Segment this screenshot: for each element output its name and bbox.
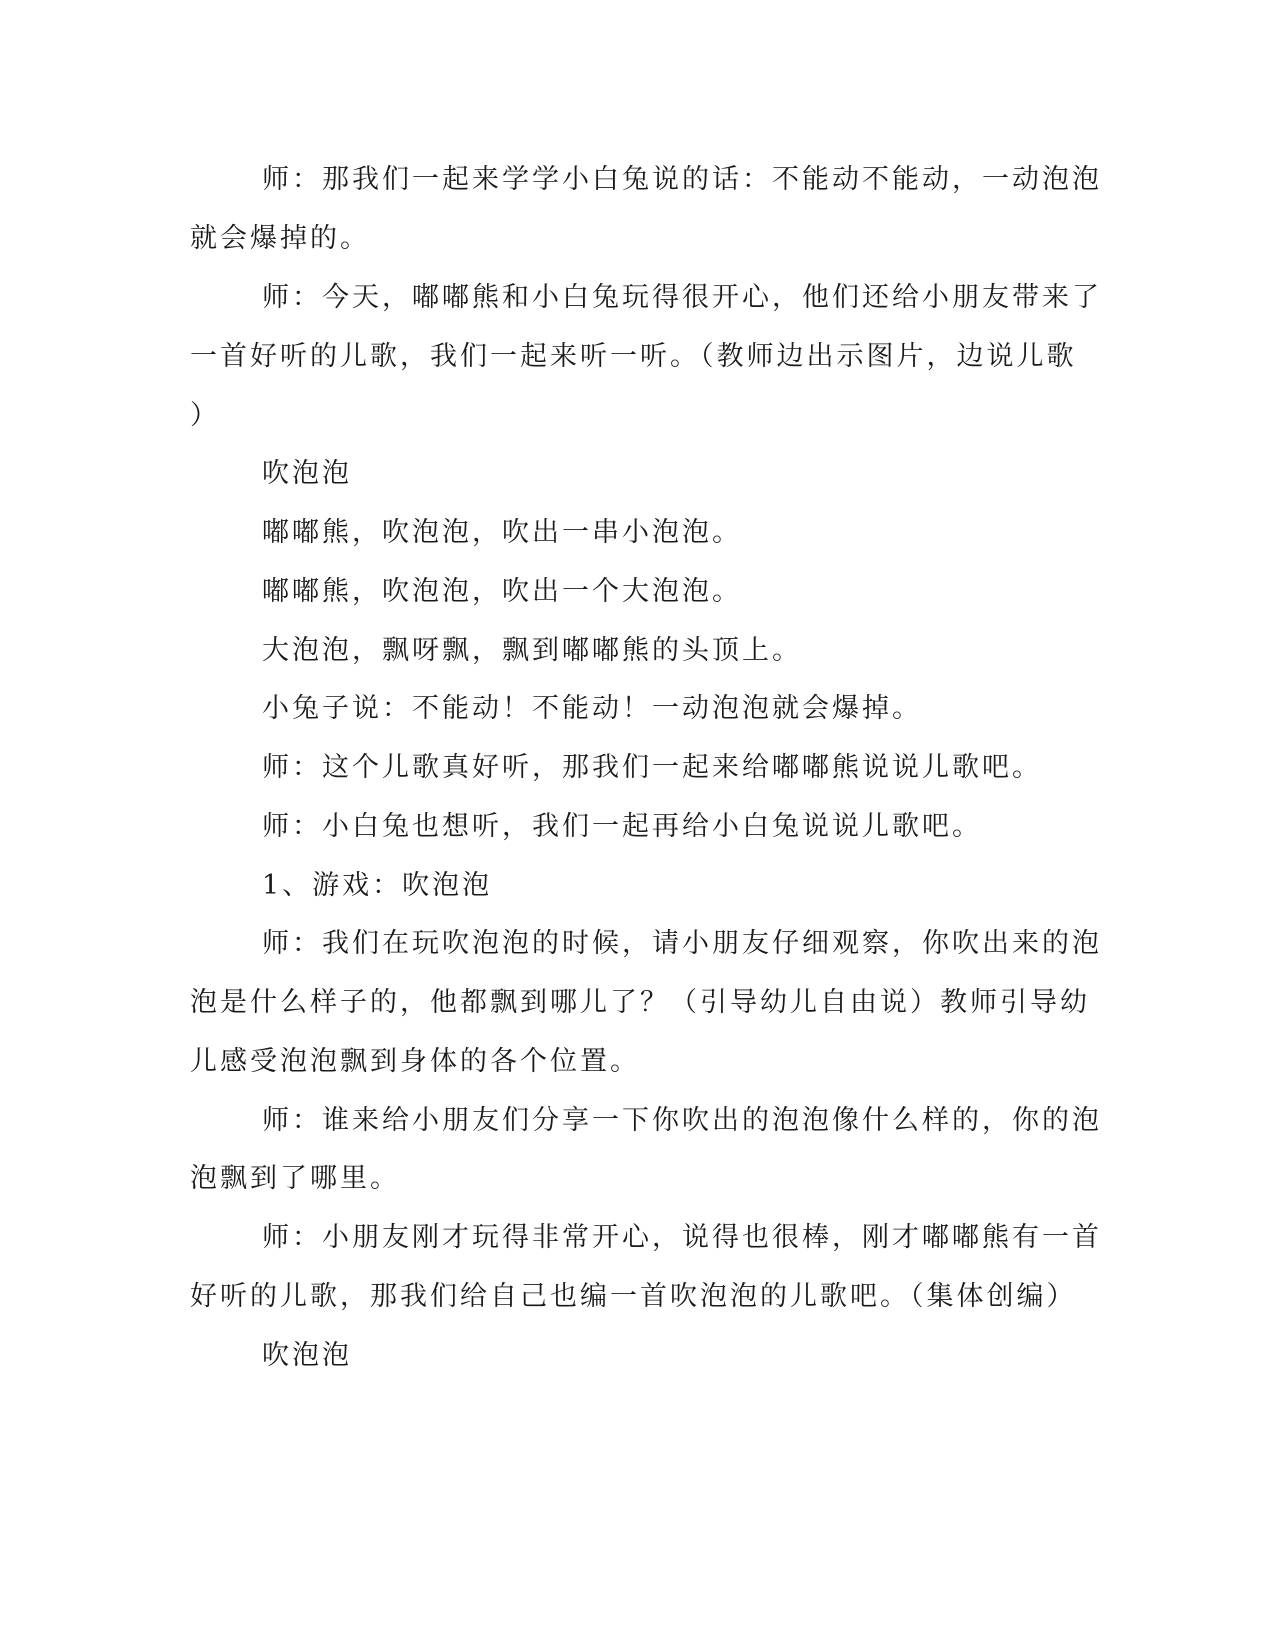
poem-line-3: 大泡泡，飘呀飘，飘到嘟嘟熊的头顶上。 — [262, 635, 802, 666]
section-heading: 1、游戏：吹泡泡 — [262, 870, 493, 901]
text-line-5: ） — [190, 400, 220, 431]
text-line-2: 就会爆掉的。 — [190, 223, 370, 254]
poem-line-4: 小兔子说：不能动！不能动！一动泡泡就会爆掉。 — [262, 693, 922, 724]
text-line-11: 师：这个儿歌真好听，那我们一起来给嘟嘟熊说说儿歌吧。 — [262, 752, 1042, 783]
poem-title: 吹泡泡 — [262, 458, 352, 489]
text-line-17: 师：谁来给小朋友们分享一下你吹出的泡泡像什么样的，你的泡 — [262, 1105, 1102, 1136]
text-line-4: 一首好听的儿歌，我们一起来听一听。（教师边出示图片，边说儿歌 — [190, 341, 1077, 372]
text-line-20: 好听的儿歌，那我们给自己也编一首吹泡泡的儿歌吧。（集体创编） — [190, 1281, 1077, 1312]
text-line-19: 师：小朋友刚才玩得非常开心，说得也很棒，刚才嘟嘟熊有一首 — [262, 1222, 1102, 1253]
text-line-16: 儿感受泡泡飘到身体的各个位置。 — [190, 1046, 640, 1077]
text-line-14: 师：我们在玩吹泡泡的时候，请小朋友仔细观察，你吹出来的泡 — [262, 928, 1102, 959]
text-line-18: 泡飘到了哪里。 — [190, 1163, 400, 1194]
text-line-12: 师：小白兔也想听，我们一起再给小白兔说说儿歌吧。 — [262, 811, 982, 842]
text-line-3: 师：今天，嘟嘟熊和小白兔玩得很开心，他们还给小朋友带来了 — [262, 282, 1102, 313]
poem-line-1: 嘟嘟熊，吹泡泡，吹出一串小泡泡。 — [262, 517, 742, 548]
text-line-1: 师：那我们一起来学学小白兔说的话：不能动不能动，一动泡泡 — [262, 164, 1102, 195]
poem-line-2: 嘟嘟熊，吹泡泡，吹出一个大泡泡。 — [262, 576, 742, 607]
text-line-15: 泡是什么样子的，他都飘到哪儿了？（引导幼儿自由说）教师引导幼 — [190, 987, 1090, 1018]
poem-title-2: 吹泡泡 — [262, 1340, 352, 1371]
